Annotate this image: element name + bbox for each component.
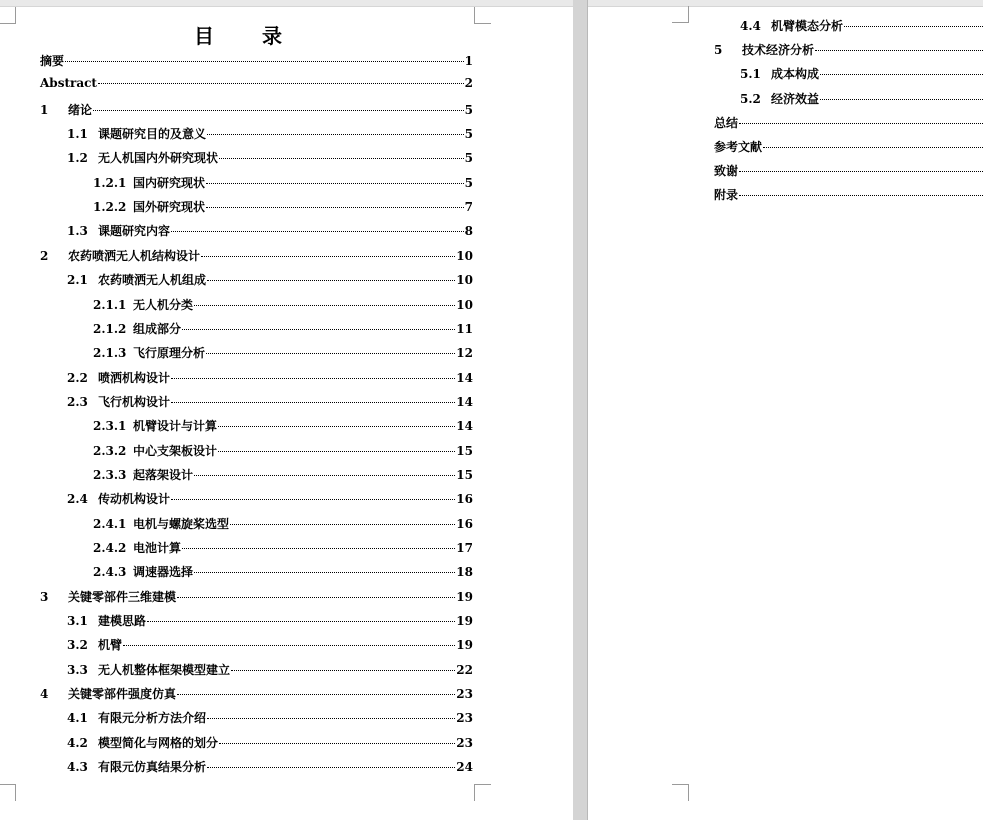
toc-entry-number: 2.1.1 — [93, 297, 127, 312]
toc-entry — [714, 41, 983, 63]
toc-leader-dots — [171, 231, 464, 232]
toc-entry-page: 23 — [456, 711, 473, 726]
toc-leader-dots — [123, 645, 455, 646]
toc-entry-number: 2.3.2 — [93, 443, 127, 458]
toc-entry — [714, 162, 983, 184]
toc-entry-page: 14 — [456, 419, 473, 434]
toc-leader-dots — [207, 718, 455, 719]
toc-leader-dots — [65, 61, 464, 62]
toc-entry-text: 有限元分析方法介绍 — [98, 711, 207, 726]
toc-entry-page: 10 — [456, 297, 473, 312]
toc-entry-text: 喷洒机构设计 — [98, 370, 171, 385]
toc-entry-number: 5.1 — [740, 67, 761, 82]
toc-leader-dots — [206, 183, 464, 184]
toc-entry-page: 19 — [456, 589, 473, 604]
toc-entry — [93, 198, 473, 220]
toc-entry-page: 8 — [464, 224, 473, 239]
toc-leader-dots — [171, 499, 455, 500]
toc-leader-dots — [177, 694, 455, 695]
toc-entry — [40, 101, 473, 123]
toc-entry-text: 起落架设计 — [133, 467, 194, 482]
toc-entry-text: 无人机分类 — [133, 297, 194, 312]
toc-leader-dots — [201, 256, 455, 257]
toc-leader-dots — [739, 171, 983, 172]
page-gutter — [573, 0, 587, 820]
toc-entry-number: 3.2 — [67, 638, 88, 653]
toc-leader-dots — [171, 378, 455, 379]
toc-entry-number: 5 — [714, 43, 723, 58]
toc-entry — [40, 52, 473, 74]
toc-entry — [67, 661, 473, 683]
toc-leader-dots — [207, 280, 455, 281]
toc-leader-dots — [206, 207, 464, 208]
toc-entry-text: 课题研究内容 — [98, 224, 171, 239]
toc-entry — [40, 588, 473, 610]
toc-entry-page: 12 — [456, 346, 473, 361]
toc-entry-text: 总结 — [714, 115, 739, 130]
toc-entry-text: 国内研究现状 — [133, 175, 206, 190]
toc-entry-text: 传动机构设计 — [98, 492, 171, 507]
toc-entry-text: 绪论 — [68, 102, 93, 117]
toc-entry — [740, 65, 983, 87]
toc-entry-page: 7 — [464, 200, 473, 215]
toc-entry-text: 农药喷洒无人机组成 — [98, 273, 207, 288]
crop-mark-top-left — [672, 6, 689, 23]
toc-entry — [67, 393, 473, 415]
toc-leader-dots — [206, 353, 455, 354]
toc-entry-text: 建模思路 — [98, 614, 147, 629]
toc-entry — [67, 734, 473, 756]
toc-entry-number: 4.1 — [67, 711, 88, 726]
toc-leader-dots — [207, 134, 464, 135]
toc-entry-page: 15 — [456, 443, 473, 458]
toc-entry-text: 关键零部件强度仿真 — [68, 687, 177, 702]
toc-entry — [67, 125, 473, 147]
toc-entry-text: 飞行原理分析 — [133, 346, 206, 361]
toc-leader-dots — [230, 524, 455, 525]
toc-entry-number: 1.2.1 — [93, 175, 127, 190]
toc-entry-number: 1.1 — [67, 127, 88, 142]
toc-entry-page: 24 — [456, 760, 473, 775]
toc-entry — [93, 515, 473, 537]
toc-entry-number: 2 — [40, 248, 49, 263]
toc-entry-page: 23 — [456, 735, 473, 750]
toc-leader-dots — [98, 83, 464, 84]
toc-entry — [740, 17, 983, 39]
toc-entry-text: 致谢 — [714, 164, 739, 179]
toc-entry-text: Abstract — [40, 76, 97, 91]
toc-entry — [67, 636, 473, 658]
toc-leader-dots — [739, 123, 983, 124]
toc-entry-number: 3.1 — [67, 614, 88, 629]
toc-entry-number: 2.4.2 — [93, 541, 127, 555]
toc-entry-number: 1.3 — [67, 224, 88, 239]
toc-title: 目 录 — [194, 24, 296, 48]
toc-entry-text: 关键零部件三维建模 — [68, 589, 177, 604]
toc-entry-number: 4.4 — [740, 19, 761, 33]
toc-leader-dots — [763, 147, 983, 148]
toc-entry-text: 组成部分 — [133, 321, 182, 336]
toc-leader-dots — [815, 50, 983, 51]
toc-entry — [93, 466, 473, 488]
toc-leader-dots — [177, 597, 455, 598]
toc-entry-number: 2.1.3 — [93, 346, 127, 361]
toc-entry-text: 无人机整体框架模型建立 — [98, 662, 231, 677]
toc-entry-page: 19 — [456, 614, 473, 629]
toc-entry-page: 10 — [456, 273, 473, 288]
toc-entry-text: 机臂模态分析 — [771, 19, 844, 33]
toc-entry-text: 飞行机构设计 — [98, 394, 171, 409]
toc-entry-text: 技术经济分析 — [742, 43, 815, 58]
toc-entry — [93, 442, 473, 464]
toc-entry-number: 2.4 — [67, 492, 88, 507]
toc-entry-text: 国外研究现状 — [133, 200, 206, 215]
toc-entry — [93, 174, 473, 196]
toc-entry-text: 农药喷洒无人机结构设计 — [68, 248, 201, 263]
toc-leader-dots — [739, 195, 983, 196]
toc-entry-page: 22 — [456, 662, 473, 677]
toc-entry-page: 16 — [456, 492, 473, 507]
toc-entry — [93, 539, 473, 561]
toc-entry-number: 2.3 — [67, 394, 88, 409]
toc-leader-dots — [194, 305, 455, 306]
toc-entry — [714, 114, 983, 136]
toc-entry — [67, 271, 473, 293]
toc-entry-number: 4.3 — [67, 760, 88, 775]
toc-entry-number: 1.2.2 — [93, 200, 127, 215]
toc-entry-number: 2.2 — [67, 370, 88, 385]
toc-entry — [93, 344, 473, 366]
toc-entry — [40, 247, 473, 269]
toc-leader-dots — [182, 329, 455, 330]
toc-entry-page: 1 — [464, 54, 473, 68]
toc-entry-number: 2.4.3 — [93, 565, 127, 580]
toc-entry-number: 2.4.1 — [93, 516, 127, 531]
toc-entry-number: 2.1 — [67, 273, 88, 288]
toc-entry-number: 2.3.1 — [93, 419, 127, 434]
toc-entry — [93, 563, 473, 585]
crop-mark-bottom-left — [0, 784, 16, 801]
toc-entry-page: 23 — [456, 687, 473, 702]
toc-entry-text: 模型简化与网格的划分 — [98, 735, 219, 750]
toc-entry-number: 1.2 — [67, 151, 88, 166]
toc-leader-dots — [218, 451, 455, 452]
toc-entry-number: 5.2 — [740, 91, 761, 106]
toc-entry-text: 电机与螺旋桨选型 — [133, 516, 230, 531]
toc-entry-number: 2.1.2 — [93, 321, 127, 336]
toc-entry — [40, 685, 473, 707]
toc-entry — [93, 320, 473, 342]
toc-entry — [67, 612, 473, 634]
toc-leader-dots — [147, 621, 455, 622]
toc-entry — [93, 296, 473, 318]
crop-mark-bottom-right — [474, 784, 491, 801]
toc-leader-dots — [207, 767, 455, 768]
toc-entry — [67, 149, 473, 171]
toc-entry-text: 经济效益 — [771, 91, 820, 106]
toc-entry-page: 11 — [456, 321, 473, 336]
toc-entry-text: 课题研究目的及意义 — [98, 127, 207, 142]
toc-entry-page: 10 — [456, 248, 473, 263]
page-left — [0, 7, 573, 820]
toc-entry — [67, 490, 473, 512]
toc-leader-dots — [820, 74, 983, 75]
toc-leader-dots — [194, 475, 455, 476]
toc-entry-text: 机臂设计与计算 — [133, 419, 218, 434]
toc-entry — [67, 758, 473, 780]
toc-entry-text: 中心支架板设计 — [133, 443, 218, 458]
toc-entry-text: 参考文献 — [714, 140, 763, 154]
toc-entry-text: 电池计算 — [133, 541, 182, 555]
top-ruler-strip — [0, 0, 983, 7]
toc-entry-number: 2.3.3 — [93, 467, 127, 482]
page-right — [588, 7, 983, 820]
toc-entry-page: 14 — [456, 370, 473, 385]
toc-entry-page: 5 — [464, 127, 473, 142]
toc-entry-text: 摘要 — [40, 54, 65, 68]
toc-entry-page: 5 — [464, 151, 473, 166]
toc-entry-text: 调速器选择 — [133, 565, 194, 580]
toc-entry-number: 4 — [40, 687, 49, 702]
toc-leader-dots — [218, 426, 455, 427]
toc-entry — [93, 417, 473, 439]
toc-entry — [67, 369, 473, 391]
toc-leader-dots — [219, 158, 464, 159]
toc-entry — [714, 138, 983, 160]
toc-entry-page: 18 — [456, 565, 473, 580]
toc-entry — [740, 90, 983, 112]
toc-leader-dots — [219, 743, 455, 744]
toc-entry-text: 机臂 — [98, 638, 123, 653]
toc-entry-page: 5 — [464, 175, 473, 190]
toc-entry-text: 有限元仿真结果分析 — [98, 760, 207, 775]
toc-entry-page: 17 — [456, 541, 473, 555]
toc-entry-number: 3.3 — [67, 662, 88, 677]
toc-entry-page: 15 — [456, 467, 473, 482]
toc-entry-number: 3 — [40, 589, 49, 604]
toc-entry-number: 4.2 — [67, 735, 88, 750]
toc-entry — [67, 222, 473, 244]
toc-entry-page: 2 — [464, 76, 473, 91]
toc-entry — [67, 709, 473, 731]
toc-entry-text: 成本构成 — [771, 67, 820, 82]
toc-leader-dots — [820, 99, 983, 100]
toc-entry-text: 无人机国内外研究现状 — [98, 151, 219, 166]
toc-leader-dots — [171, 402, 455, 403]
toc-leader-dots — [194, 572, 455, 573]
crop-mark-bottom-left — [672, 784, 689, 801]
toc-entry-page: 5 — [464, 102, 473, 117]
toc-entry — [714, 186, 983, 208]
toc-leader-dots — [182, 548, 455, 549]
toc-entry-page: 14 — [456, 394, 473, 409]
toc-entry-page: 16 — [456, 516, 473, 531]
toc-entry-number: 1 — [40, 102, 49, 117]
toc-entry-page: 19 — [456, 638, 473, 653]
toc-entry-text: 附录 — [714, 188, 739, 203]
toc-leader-dots — [844, 26, 983, 27]
toc-leader-dots — [231, 670, 455, 671]
toc-entry — [40, 76, 473, 98]
toc-leader-dots — [93, 110, 464, 111]
